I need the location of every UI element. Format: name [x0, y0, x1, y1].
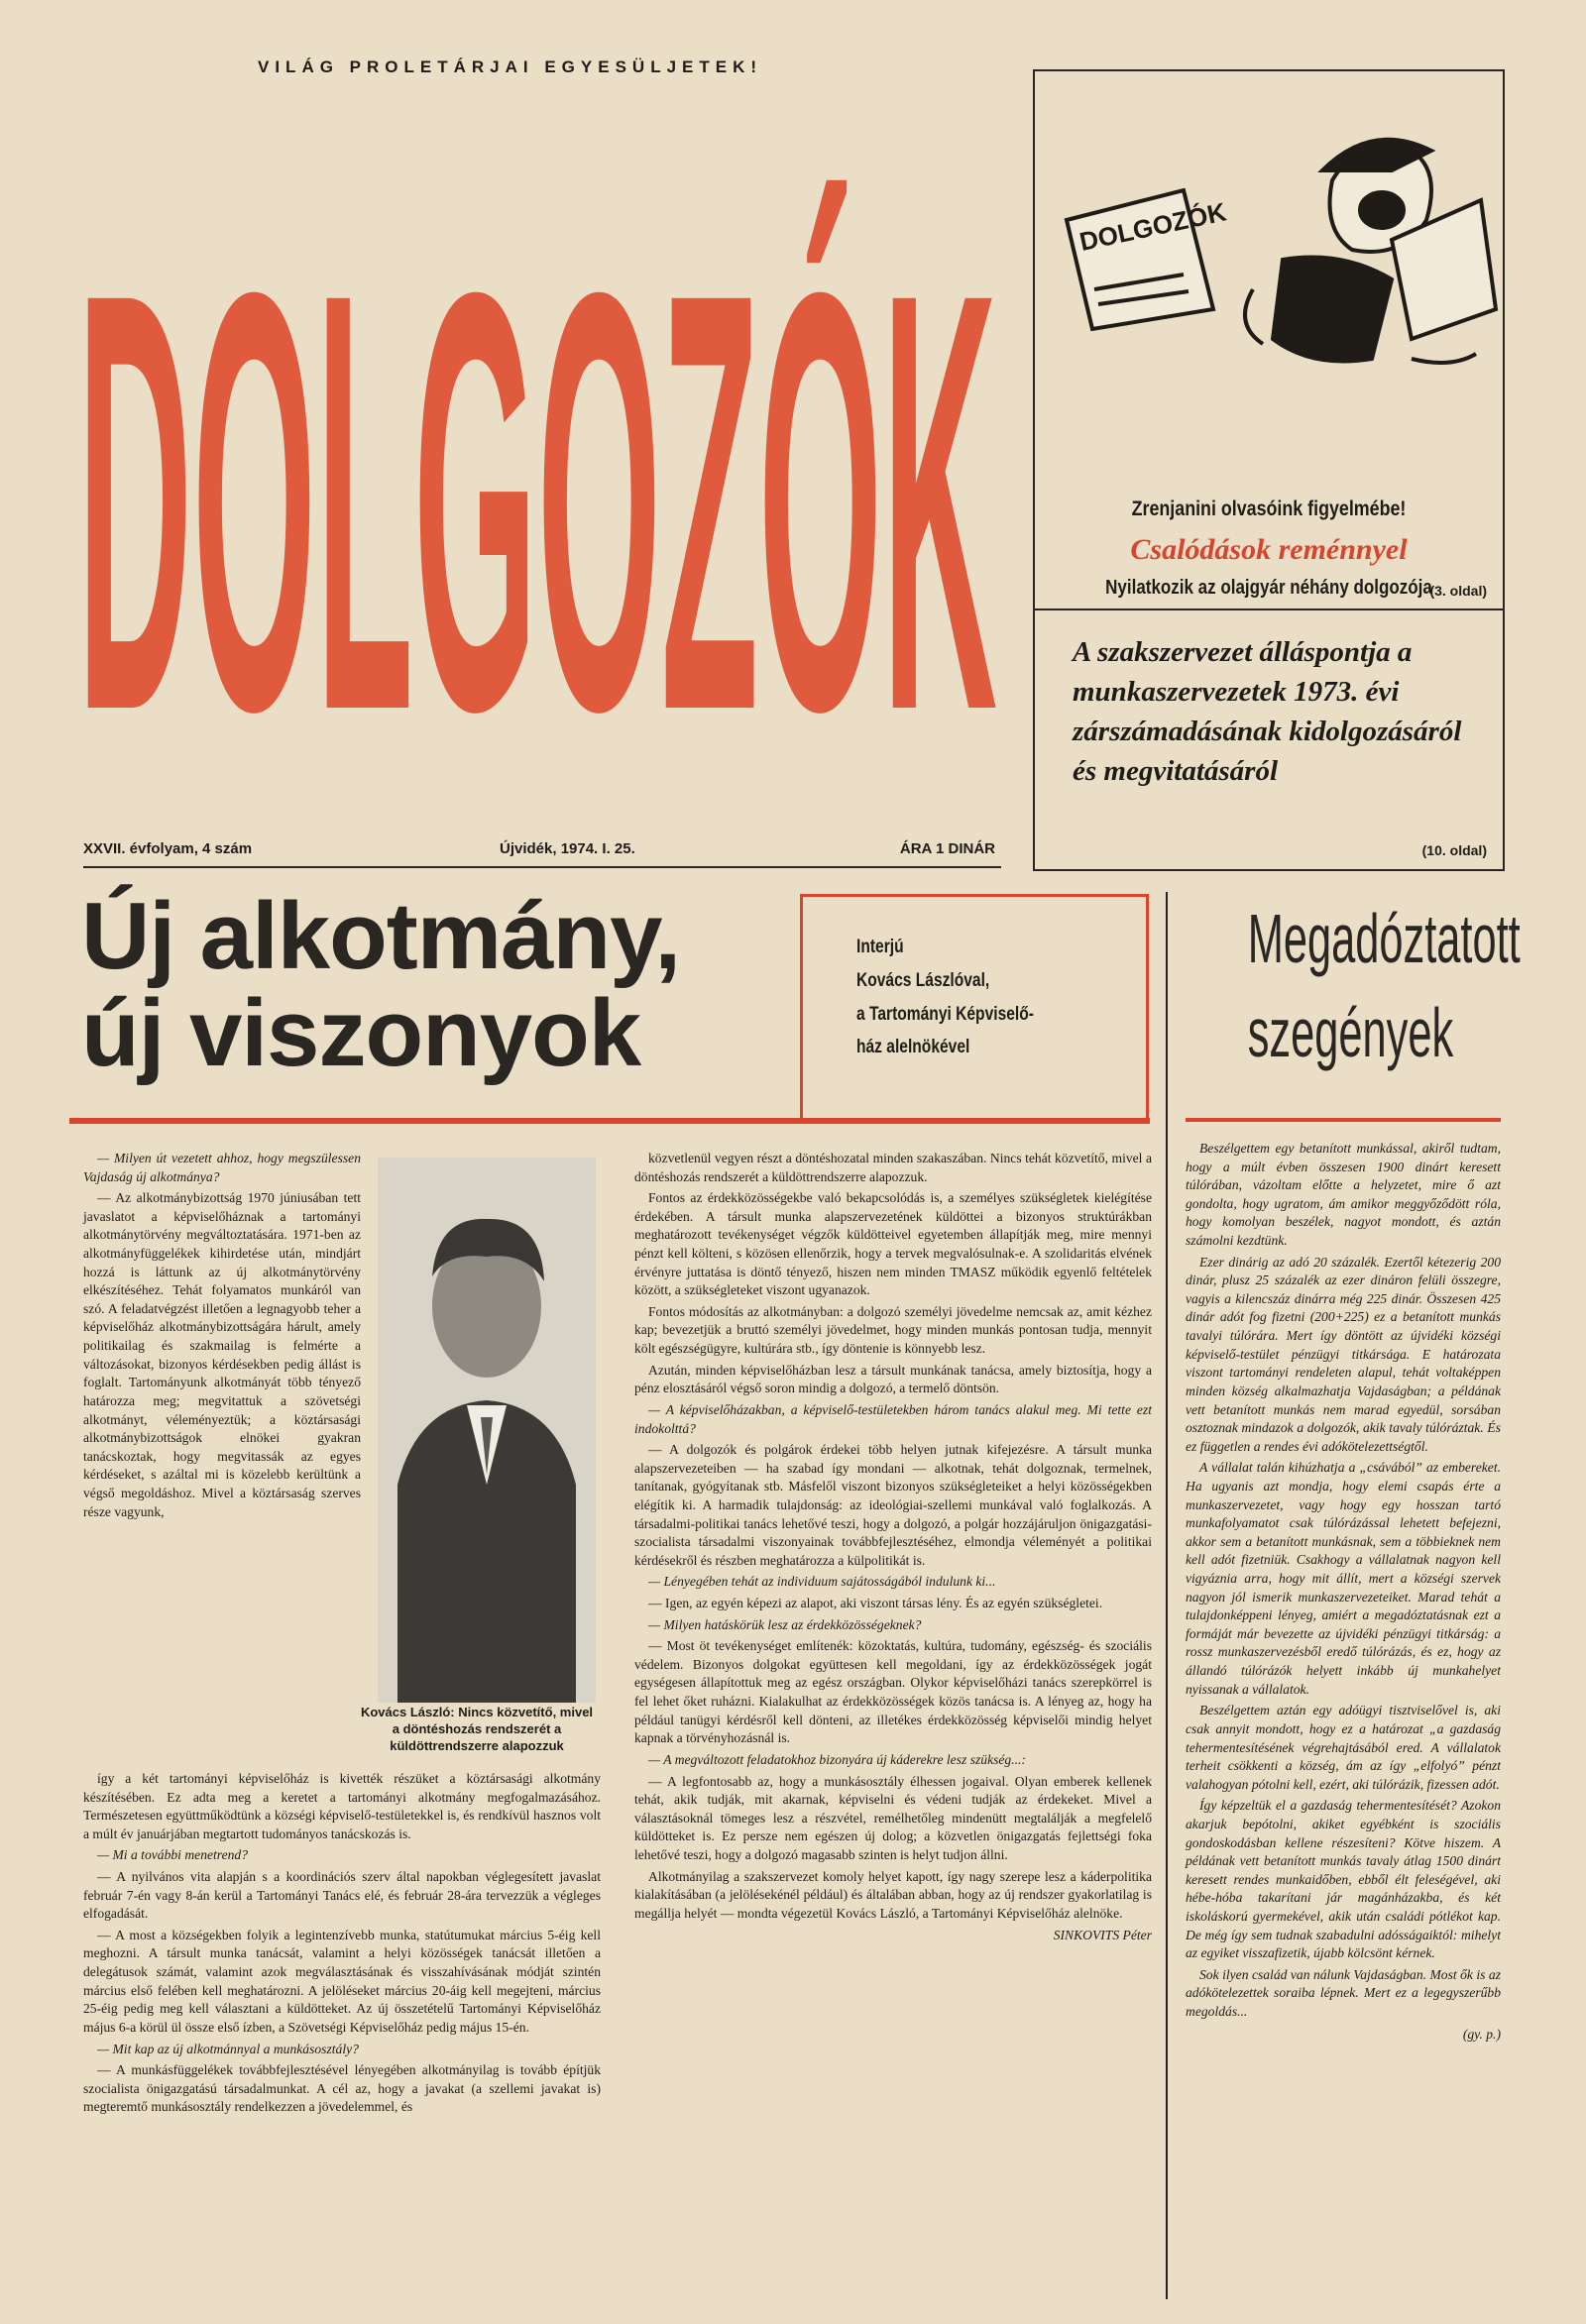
main-headline	[81, 883, 681, 1086]
interview-box-line: ház alelnökével	[856, 1037, 970, 1058]
photo-caption: Kovács László: Nincs közvetítő, mivel a döntéshozás rendszerét a küldöttrendszerre alapozzuk	[360, 1705, 594, 1753]
side-article-paragraph: Beszélgettem egy betanított munkással, akiről tudtam, hogy a múlt évben összesen 1900 dinárt keresett túlórában, vázoltam előtte a helyzetet, mire ő azt gondolta, hogy ugratom, ám amikor meggyőződött róla, hogy komolyan beszélek, nagyot mondott, és aztán számolni kezdtünk.	[1186, 1141, 1501, 1249]
side-article-paragraph: Így képzeltük el a gazdaság tehermentesítését? Azokon akarjuk bepótolni, akiket egyébként is szociális gondoskodásban kellene részesíteni? Kötve hiszem. A példának vett betanított munkás tavaly átlag 1500 dinárt keresett rendes munkaidőben, ebből élt feleségével, aki hébe-hóba takarítani jár magánházakba, és két iskoláskorú gyermekével, akik után családi pótlékot kap. De még így sem tudnak szabadulni adósságaiktól: mihelyt az egyiket visszafizetik, újabb kölcsönt kérnek.	[1186, 1798, 1501, 1961]
promo-article-title: A szakszervezet álláspontja a munkaszervezetek 1973. évi zárszámadásának kidolgozásáról és megvitatásáról	[1073, 636, 1462, 788]
side-headline	[1247, 892, 1521, 1080]
slogan: VILÁG PROLETÁRJAI EGYESÜLJETEK!	[258, 57, 763, 76]
side-headline-line2: szegények	[1247, 994, 1454, 1072]
issue-date: Újvidék, 1974. I. 25.	[500, 840, 635, 857]
article-paragraph: — Most öt tevékenységet említenék: közoktatás, kultúra, tudomány, egészség- és szociális védelem. Bizonyos dolgokat együttesen kell megoldani, így az érdekközösségek jogát egységesen állapítottuk meg az egész országban. Olykor képviselőházi tanács szerepkörrel is fel lehet őket ruházni. Kialakulhat az érdekközösségek közös tanácsa is. A lényeg az, hogy ha például tanügyi kérdésről kell dönteni, az illetékes érdekközösség képviselői mindig helyet kapnak a törvényhozásnál is.	[634, 1638, 1152, 1746]
article-paragraph: — A dolgozók és polgárok érdekei több helyen jutnak kifejezésre. A társult munka alapszervezeteiben — ha szabad így mondani — alkotnak, tehát dolgoznak, termelnek, tanítanak, gyógyítanak stb. Másfelől viszont bizonyos szükségleteiket a helyi közösségekben elégítik ki. A harmadik tulajdonság: az ideológiai-szellemi munkával való foglalkozás. A társadalmi-politikai tanács lehetővé teszi, hogy a dolgozó, a polgár hozzájáruljon önigazgatási-szocialista társadalmi viszonyainak továbbfejlesztéséhez, elmondja véleményét a politikai kérdésekről és részben meghatározza a külpolitikát is.	[634, 1442, 1152, 1568]
interview-box-line: Interjú	[856, 937, 904, 957]
main-headline-line1: Új alkotmány,	[81, 883, 681, 989]
article-paragraph: így a két tartományi képviselőház is kivették részüket a köztársasági alkotmány készítésében. Ez adta meg a keretet a tartományi alkotmány megfogalmazásához. Természetesen együttműködtünk a községi képviselő-testületekkel is, és rendkívül hasznos volt a múlt év januárjában megtartott tudományos tanácskozás is.	[83, 1771, 601, 1841]
side-article-column	[1186, 1140, 1501, 2047]
interview-box	[800, 894, 1149, 1124]
article-paragraph: — Igen, az egyén képezi az alapot, aki viszont társas lény. És az egyén szükségletei.	[648, 1596, 1103, 1611]
article-paragraph: közvetlenül vegyen részt a döntéshozatal minden szakaszában. Nincs tehát közvetítő, mivel a döntéshozás rendszerét a küldöttrendszerre alapozzuk.	[634, 1151, 1152, 1184]
article-middle-column	[634, 1150, 1152, 1948]
interview-question: — A képviselőházakban, a képviselő-testületekben három tanács alakul meg. Mi tette ezt indokolttá?	[634, 1401, 1152, 1436]
article-paragraph: — A munkásfüggelékek továbbfejlesztésével lényegében alkotmányilag is tovább építjük szocialista önigazgatású társadalmunkat. A cél az, hogy a javakat (a szellemi javakat is) megteremtő munkásosztály rendelkezzen a jövedelemmel, és	[83, 2062, 601, 2115]
interview-question: — Mi a további menetrend?	[97, 1847, 249, 1863]
promo-divider	[1035, 609, 1503, 610]
portrait-photo	[378, 1158, 596, 1703]
promo-article-page-ref: (10. oldal)	[1421, 842, 1487, 858]
interview-box-line: Kovács Lászlóval,	[856, 969, 990, 991]
interview-question: — Milyen út vezetett ahhoz, hogy megszülessen Vajdaság új alkotmánya?	[83, 1151, 361, 1184]
column-divider	[1166, 892, 1168, 2299]
side-article-signature: (gy. p.)	[1462, 2026, 1501, 2042]
article-paragraph: Fontos módosítás az alkotmányban: a dolgozó személyi jövedelme nemcsak az, amit kézhez kap; bevezetjük a bruttó személyi jövedelmet, hogy minden munkás pontosan tudja, mennyit költ egészségügyre, kultúrára stb., így döntenie is könnyebb lesz.	[634, 1303, 1152, 1357]
article-paragraph: — A nyilvános vita alapján s a koordinációs szerv által napokban véglegesített javaslat február 7-én vagy 8-án kerül a Tartományi Tanács elé, és február 28-ára tervezzük a végleges elfogadását.	[83, 1869, 601, 1922]
interview-question: — Milyen hatáskörük lesz az érdekközösségeknek?	[648, 1616, 922, 1632]
masthead-title	[77, 111, 999, 815]
promo-subtitle: Nyilatkozik az olajgyár néhány dolgozója	[1105, 577, 1432, 599]
side-headline-line1: Megadóztatott	[1247, 900, 1521, 977]
side-article-paragraph: Beszélgettem aztán egy adóügyi tisztviselővel is, aki csak annyit mondott, hogy ez a határozat „a gazdaság tehermentesítésének végrehajtásából ered. A vállalatok terheit csökkenti a község, ám az így „elfolyó” pénzt valahogyan pótolni kell, ezért, aki túlórázik, fizessen adót.	[1186, 1703, 1501, 1792]
issue-info-bar	[83, 840, 1001, 868]
interview-question: — Lényegében tehát az individuum sajátosságából indulunk ki...	[648, 1574, 996, 1590]
newspaper-boy-illustration	[1035, 111, 1503, 379]
main-headline-line2: új viszonyok	[81, 979, 641, 1086]
article-paragraph: Alkotmányilag a szakszervezet komoly helyet kapott, így nagy szerepe lesz a káderpolitika kialakításában (a jelölésekénél például) és általában abban, hogy az új rendszer gyakorlatilag is megállja helyét — mondta végezetül Kovács László, a Tartományi Képviselőház alelnöke.	[634, 1868, 1152, 1921]
article-signature: SINKOVITS Péter	[1053, 1928, 1152, 1943]
promo-page-ref: (3. oldal)	[1429, 583, 1487, 599]
article-paragraph: — A legfontosabb az, hogy a munkásosztály élhessen jogaival. Olyan emberek kellenek tehát, akik tudják, mit akarnak, képviselni és védeni tudják az érdekeket. Mivel a választásoknál tömeges lesz a részvétel, remélhetőleg mindenütt megtalálják a megfelelő küldötteket is. Ez persze nem egészen új dolog; a közvetlen önigazgatás fejlettségi foka lehetővé teszi, hogy a dolgozó magasabb szinten is helyt tudjon állni.	[634, 1773, 1152, 1862]
article-paragraph: Azután, minden képviselőházban lesz a társult munkának tanácsa, amely biztosítja, hogy a pénz elosztásáról végső soron mindig a dolgozó, a termelő döntsön.	[634, 1362, 1152, 1396]
interview-box-line: a Tartományi Képviselő-	[856, 1003, 1034, 1025]
issue-price: ÁRA 1 DINÁR	[899, 840, 995, 857]
promo-box	[1033, 69, 1505, 871]
article-left-column	[83, 1150, 361, 1524]
issue-volume: XXVII. évfolyam, 4 szám	[83, 840, 253, 857]
interview-question: — Mit kap az új alkotmánnyal a munkásosztály?	[97, 2041, 359, 2056]
side-article-paragraph: A vállalat talán kihúzhatja a „csávából” az embereket. Ha ugyanis azt mondja, hogy elemi csapás érte a munkaszervezetet, vagy hogy egy hosszan tartó munkafolyamatot csak túlórázással lehetett befejezni, akkor sem a betanított munkásnak, sem a többieknek nem kell adót fizetniük. Csakhogy a vállalatnak nagyon kell vigyáznia arra, hogy mit állít, mert a községi szervek nagyon jól ismerik munkaszervezeteiket. Marad tehát a tulajdonképpeni lényeg, amiért a megadóztatásnak ezt a formáját már bevezette az újvidéki pénzügyi titkárság: a rossz munkaszervezésből eredő túlórázás, és ez, hogy az állandó túlórázók helyett inkább új munkahelyet nyissanak a vállalatok.	[1186, 1460, 1501, 1697]
promo-title: Csalódások reménnyel	[1130, 533, 1408, 566]
headline-rule	[69, 1118, 1150, 1124]
illustration-newspaper-label: DOLGOZÓK	[1076, 196, 1229, 257]
article-paragraph: — Az alkotmánybizottság 1970 júniusában tett javaslatot a képviselőháznak a tartományi alkotmánytörvény megváltoztatására. 1971-ben az alkotmányfüggelékek kihirdetése után, mindjárt hozzá is láttunk az új alkotmánytörvény elkészítéséhez. Tehát folyamatos munkáról van szó. A feladatvégzést illetően a legnagyobb teher a képviselőház alkotmánybizottságára hárult, amely politikailag és szakmailag is felmérte a változásokat, bizonyos kérdésekben pedig állást is foglalt. Tartományunk alkotmányát több tényező határozza meg; megvitattuk a szövetségi alkotmányt, véleményeztük; a köztársasági alkotmánybizottságok elnökei gyakran tanácskoztak, hogy megvitassák az egyes kérdéseket, s azáltal mi is közelebb kerültünk a végső megoldáshoz. Mivel a köztársaság szerves része vagyunk,	[83, 1190, 361, 1519]
article-paragraph: — A most a községekben folyik a legintenzívebb munka, statútumukat március 5-éig kell meghozni. A társult munka tanácsát, valamint a helyi közösségek tanácsát illetően a delegátusok számát, valamint azok megválasztásának és visszahívásának módját szintén március első felében kell meghatározni. A jelöléseket március 20-áig kell megejteni, március 25-éig pedig meg kell választani a küldötteket. Az új összetételű Tartományi Képviselőház május 6-a körül ül össze első ízben, a Szövetségi Képviselőház pedig május 15-én.	[83, 1927, 601, 2035]
side-article-paragraph: Ezer dinárig az adó 20 százalék. Ezertől kétezerig 200 dinár, plusz 25 százalék az ezer dináron felüli összegre, vagyis a kilencszáz dinárra még 225 dinár. Összesen 425 dinár adót fog fizetni (200+225) ez a betanított munkás tavalyi túlórára. Mert így döntött az újvidéki községi képviselő-testület pénzügyi titkársága. E határozata viszont tartományi rendeleten alapul, tehát voltaképpen minden község alkalmazhatja Vajdaságban; a példának vett betanított munkás nem marad egyedül, sorsában osztoznak mindazok a dolgozók, akik tavaly túlóráztak. És ez független a rendes évi adókötelezettségtől.	[1186, 1254, 1501, 1454]
portrait-silhouette	[378, 1158, 596, 1703]
side-headline-rule	[1186, 1118, 1501, 1122]
side-article-paragraph: Sok ilyen család van nálunk Vajdaságban. Most ők is az adókötelezettek soraiba lépnek. Mert ez a legegyszerűbb megoldás...	[1186, 1966, 1501, 2020]
article-bottom-column	[83, 1770, 601, 2120]
promo-notice: Zrenjanini olvasóink figyelmébe!	[1131, 498, 1407, 520]
interview-question: — A megváltozott feladatokhoz bizonyára új káderekre lesz szükség...:	[648, 1751, 1026, 1767]
masthead-text: DOLGOZÓK	[77, 167, 997, 815]
article-paragraph: Fontos az érdekközösségekbe való bekapcsolódás is, a személyes szükségletek kielégítése érdekében. A társult munka alapszervezetének küldöttei a bizonyos struktúrákban meghatározott tevékenységet végzők küldötteivel egyetemben állapítják meg, mire mennyi pénzt kell költeni, s közösen ellenőrzik, hogy a tervek megvalósulnak-e. A szolidaritás elvének érvényre juttatása is döntő tényező, hiszen nem minden TMASZ működik egyenlő feltételek között, a szükségleteket viszont ugyanazok.	[634, 1190, 1152, 1298]
